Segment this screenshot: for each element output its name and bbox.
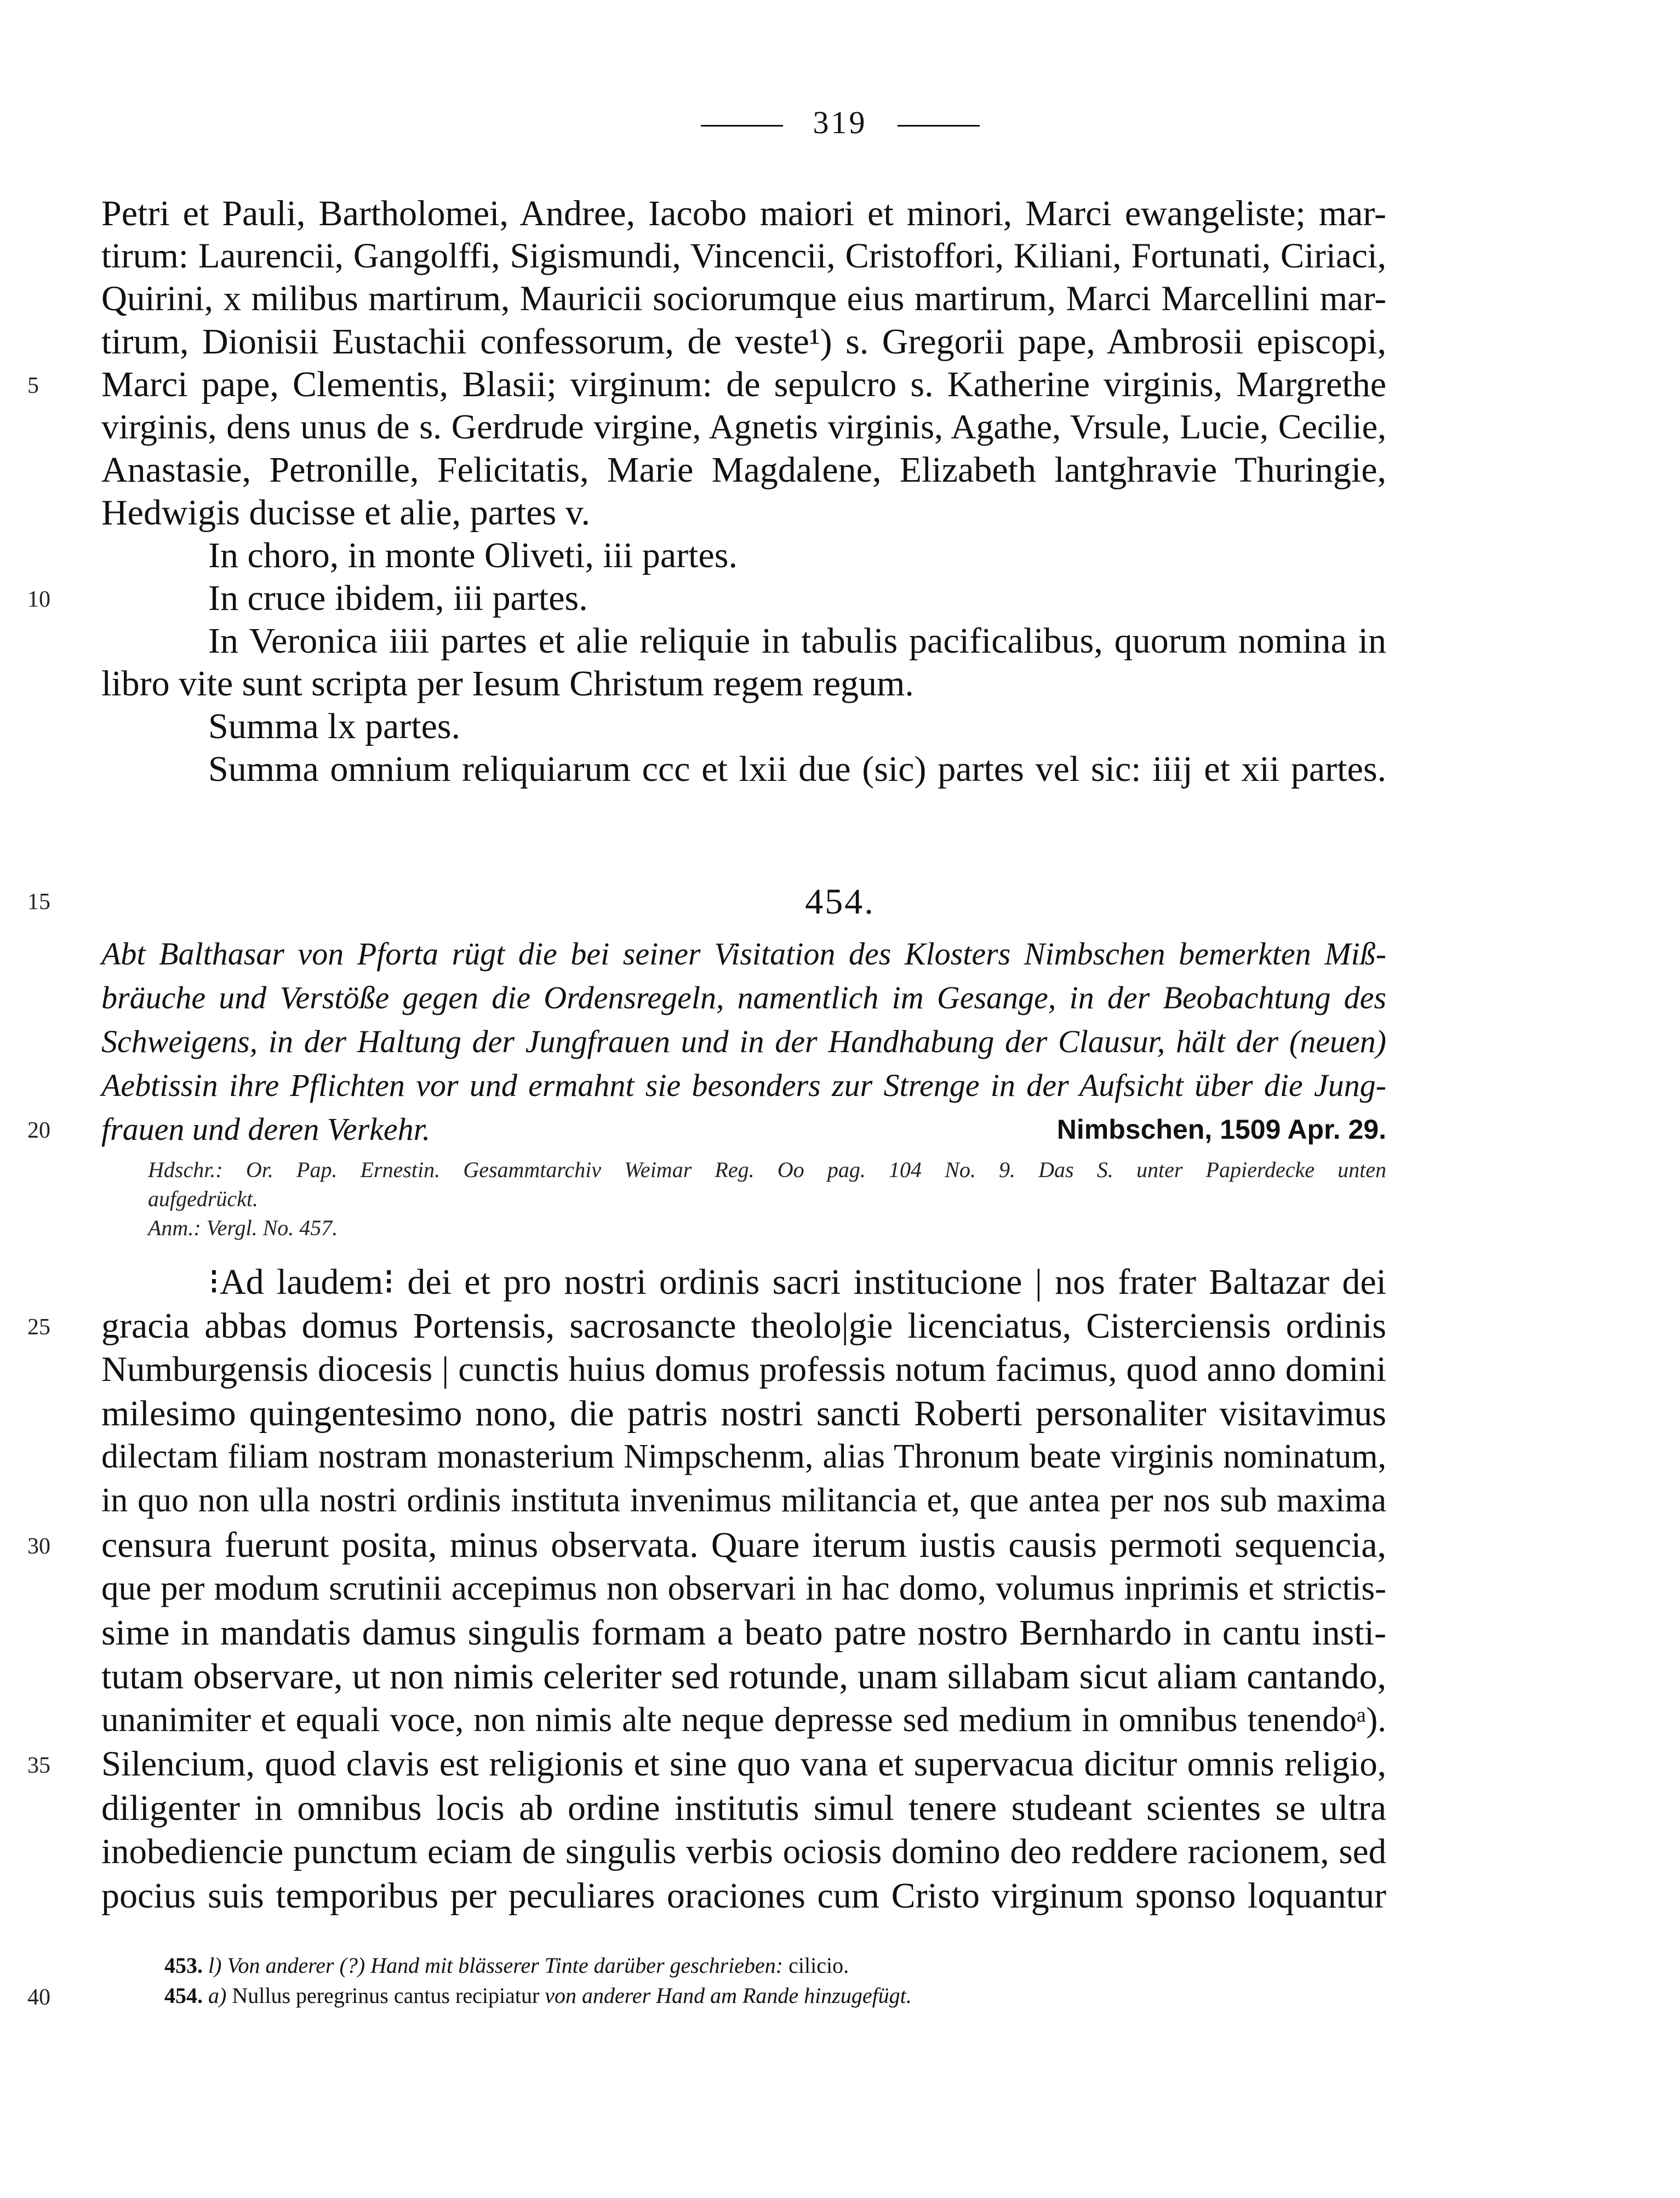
header-rule-right — [898, 125, 980, 127]
line-number: 5 — [27, 373, 39, 398]
footnote-italic: von anderer Hand am Rande hinzugefügt. — [539, 1983, 912, 2008]
footnote-text: cilicio. — [783, 1953, 849, 1978]
body-line: ⁝Ad laudem⁝ dei et pro nostri ordinis sacri institucione | nos frater Baltazar dei — [208, 1262, 1386, 1302]
document-number: 454. — [805, 882, 875, 922]
text-line: Summa lx partes. — [208, 706, 461, 746]
footnote-mark: l) — [208, 1953, 222, 1978]
text-line: tirum, Dionisii Eustachii confessorum, de veste¹) s. Gregorii pape, Ambrosii episcopi, — [101, 322, 1386, 362]
body-line: Numburgensis diocesis | cunctis huius domus professis notum facimus, quod anno domini — [101, 1350, 1386, 1389]
page-number: 319 — [813, 105, 867, 140]
source-line: Anm.: Vergl. No. 457. — [148, 1215, 338, 1240]
body-line: censura fuerunt posita, minus observata. Quare iterum iustis causis permoti sequencia, — [101, 1525, 1386, 1565]
regest-line: Aebtissin ihre Pflichten vor und ermahnt sie besonders zur Strenge in der Aufsicht über die Jung- — [101, 1067, 1386, 1103]
text-line: Hedwigis ducisse et alie, partes v. — [101, 493, 590, 533]
regest-line: frauen und deren Verkehr. — [101, 1111, 431, 1147]
line-number: 40 — [27, 1985, 50, 2010]
body-line: sime in mandatis damus singulis formam a beato patre nostro Bernhardo in cantu insti- — [101, 1613, 1386, 1653]
text-line: virginis, dens unus de s. Gerdrude virgine, Agnetis virginis, Agathe, Vrsule, Lucie, Cecilie, — [101, 407, 1386, 446]
regest-line: Abt Balthasar von Pforta rügt die bei seiner Visitation des Klosters Nimbschen bemerkten Miß- — [101, 936, 1386, 972]
body-line: que per modum scrutinii accepimus non observari in hac domo, volumus inprimis et strictis- — [101, 1569, 1386, 1607]
line-number: 25 — [27, 1315, 50, 1340]
footnote-italic: Von anderer (?) Hand mit blässerer Tinte darüber geschrieben: — [227, 1953, 784, 1978]
body-line: diligenter in omnibus locis ab ordine institutis simul tenere studeant scientes se ultra — [101, 1788, 1386, 1828]
text-line: In Veronica iiii partes et alie reliquie in tabulis pacificalibus, quorum nomina in — [208, 621, 1386, 661]
text-line: tirum: Laurencii, Gangolffi, Sigismundi, Vincencii, Cristoffori, Kiliani, Fortunati, Ciriaci, — [101, 236, 1386, 276]
text-line: Petri et Pauli, Bartholomei, Andree, Iacobo maiori et minori, Marci ewangeliste; mar- — [101, 193, 1386, 233]
body-line: unanimiter et equali voce, non nimis alte neque depresse sed medium in omnibus tenendoᵃ). — [101, 1700, 1386, 1739]
footnote — [164, 1985, 912, 2007]
body-line: tutam observare, ut non nimis celeriter sed rotunde, unam sillabam sicut aliam cantando, — [101, 1657, 1386, 1697]
header-rule-left — [701, 125, 783, 127]
text-line: Quirini, x milibus martirum, Mauricii sociorumque eius martirum, Marci Marcellini mar- — [101, 279, 1386, 318]
regest-line: bräuche und Verstöße gegen die Ordensregeln, namentlich im Gesange, in der Beobachtung des — [101, 980, 1386, 1015]
footnote-ref: 453. — [164, 1953, 203, 1978]
footnote — [164, 1955, 849, 1977]
line-number: 10 — [27, 587, 50, 612]
line-number: 15 — [27, 889, 50, 915]
line-number: 20 — [27, 1118, 50, 1143]
body-line: gracia abbas domus Portensis, sacrosancte theolo|gie licenciatus, Cisterciensis ordinis — [101, 1306, 1386, 1346]
text-line: Anastasie, Petronille, Felicitatis, Marie Magdalene, Elizabeth lantghravie Thuringie, — [101, 450, 1386, 490]
body-line: dilectam filiam nostram monasterium Nimpschenm, alias Thronum beate virginis nominatum, — [101, 1438, 1386, 1475]
body-line: Silencium, quod clavis est religionis et sine quo vana et supervacua dicitur omnis religio, — [101, 1744, 1386, 1784]
body-line: pocius suis temporibus per peculiares oraciones cum Cristo virginum sponso loquantur — [101, 1876, 1386, 1916]
source-line: Hdschr.: Or. Pap. Ernestin. Gesammtarchiv Weimar Reg. Oo pag. 104 No. 9. Das S. unter Papierdecke unten — [148, 1157, 1386, 1182]
body-line: milesimo quingentesimo nono, die patris nostri sancti Roberti personaliter visitavimus — [101, 1394, 1386, 1434]
line-number: 35 — [27, 1753, 50, 1778]
text-line: In cruce ibidem, iii partes. — [208, 578, 588, 618]
source-line: aufgedrückt. — [148, 1186, 259, 1211]
text-line: Marci pape, Clementis, Blasii; virginum: de sepulcro s. Katherine virginis, Margrethe — [101, 364, 1386, 404]
regest-line: Schweigens, in der Haltung der Jungfrauen und in der Handhabung der Clausur, hält der (neuen) — [101, 1024, 1386, 1059]
text-line: Summa omnium reliquiarum ccc et lxii due (sic) partes vel sic: iiij et xii partes. — [208, 749, 1386, 789]
text-line: In choro, in monte Oliveti, iii partes. — [208, 535, 738, 575]
footnote-ref: 454. — [164, 1983, 203, 2008]
page-header — [0, 104, 1680, 141]
footnote-mark: a) — [208, 1983, 227, 2008]
footnote-text: Nullus peregrinus cantus recipiatur — [232, 1983, 540, 2008]
text-line: libro vite sunt scripta per Iesum Christum regem regum. — [101, 664, 914, 704]
line-number: 30 — [27, 1534, 50, 1559]
body-line: in quo non ulla nostri ordinis instituta invenimus militancia et, que antea per nos sub maxima — [101, 1482, 1386, 1519]
body-line: inobediencie punctum eciam de singulis verbis ociosis domino deo reddere racionem, sed — [101, 1832, 1386, 1871]
place-date: Nimbschen, 1509 Apr. 29. — [1056, 1114, 1386, 1145]
